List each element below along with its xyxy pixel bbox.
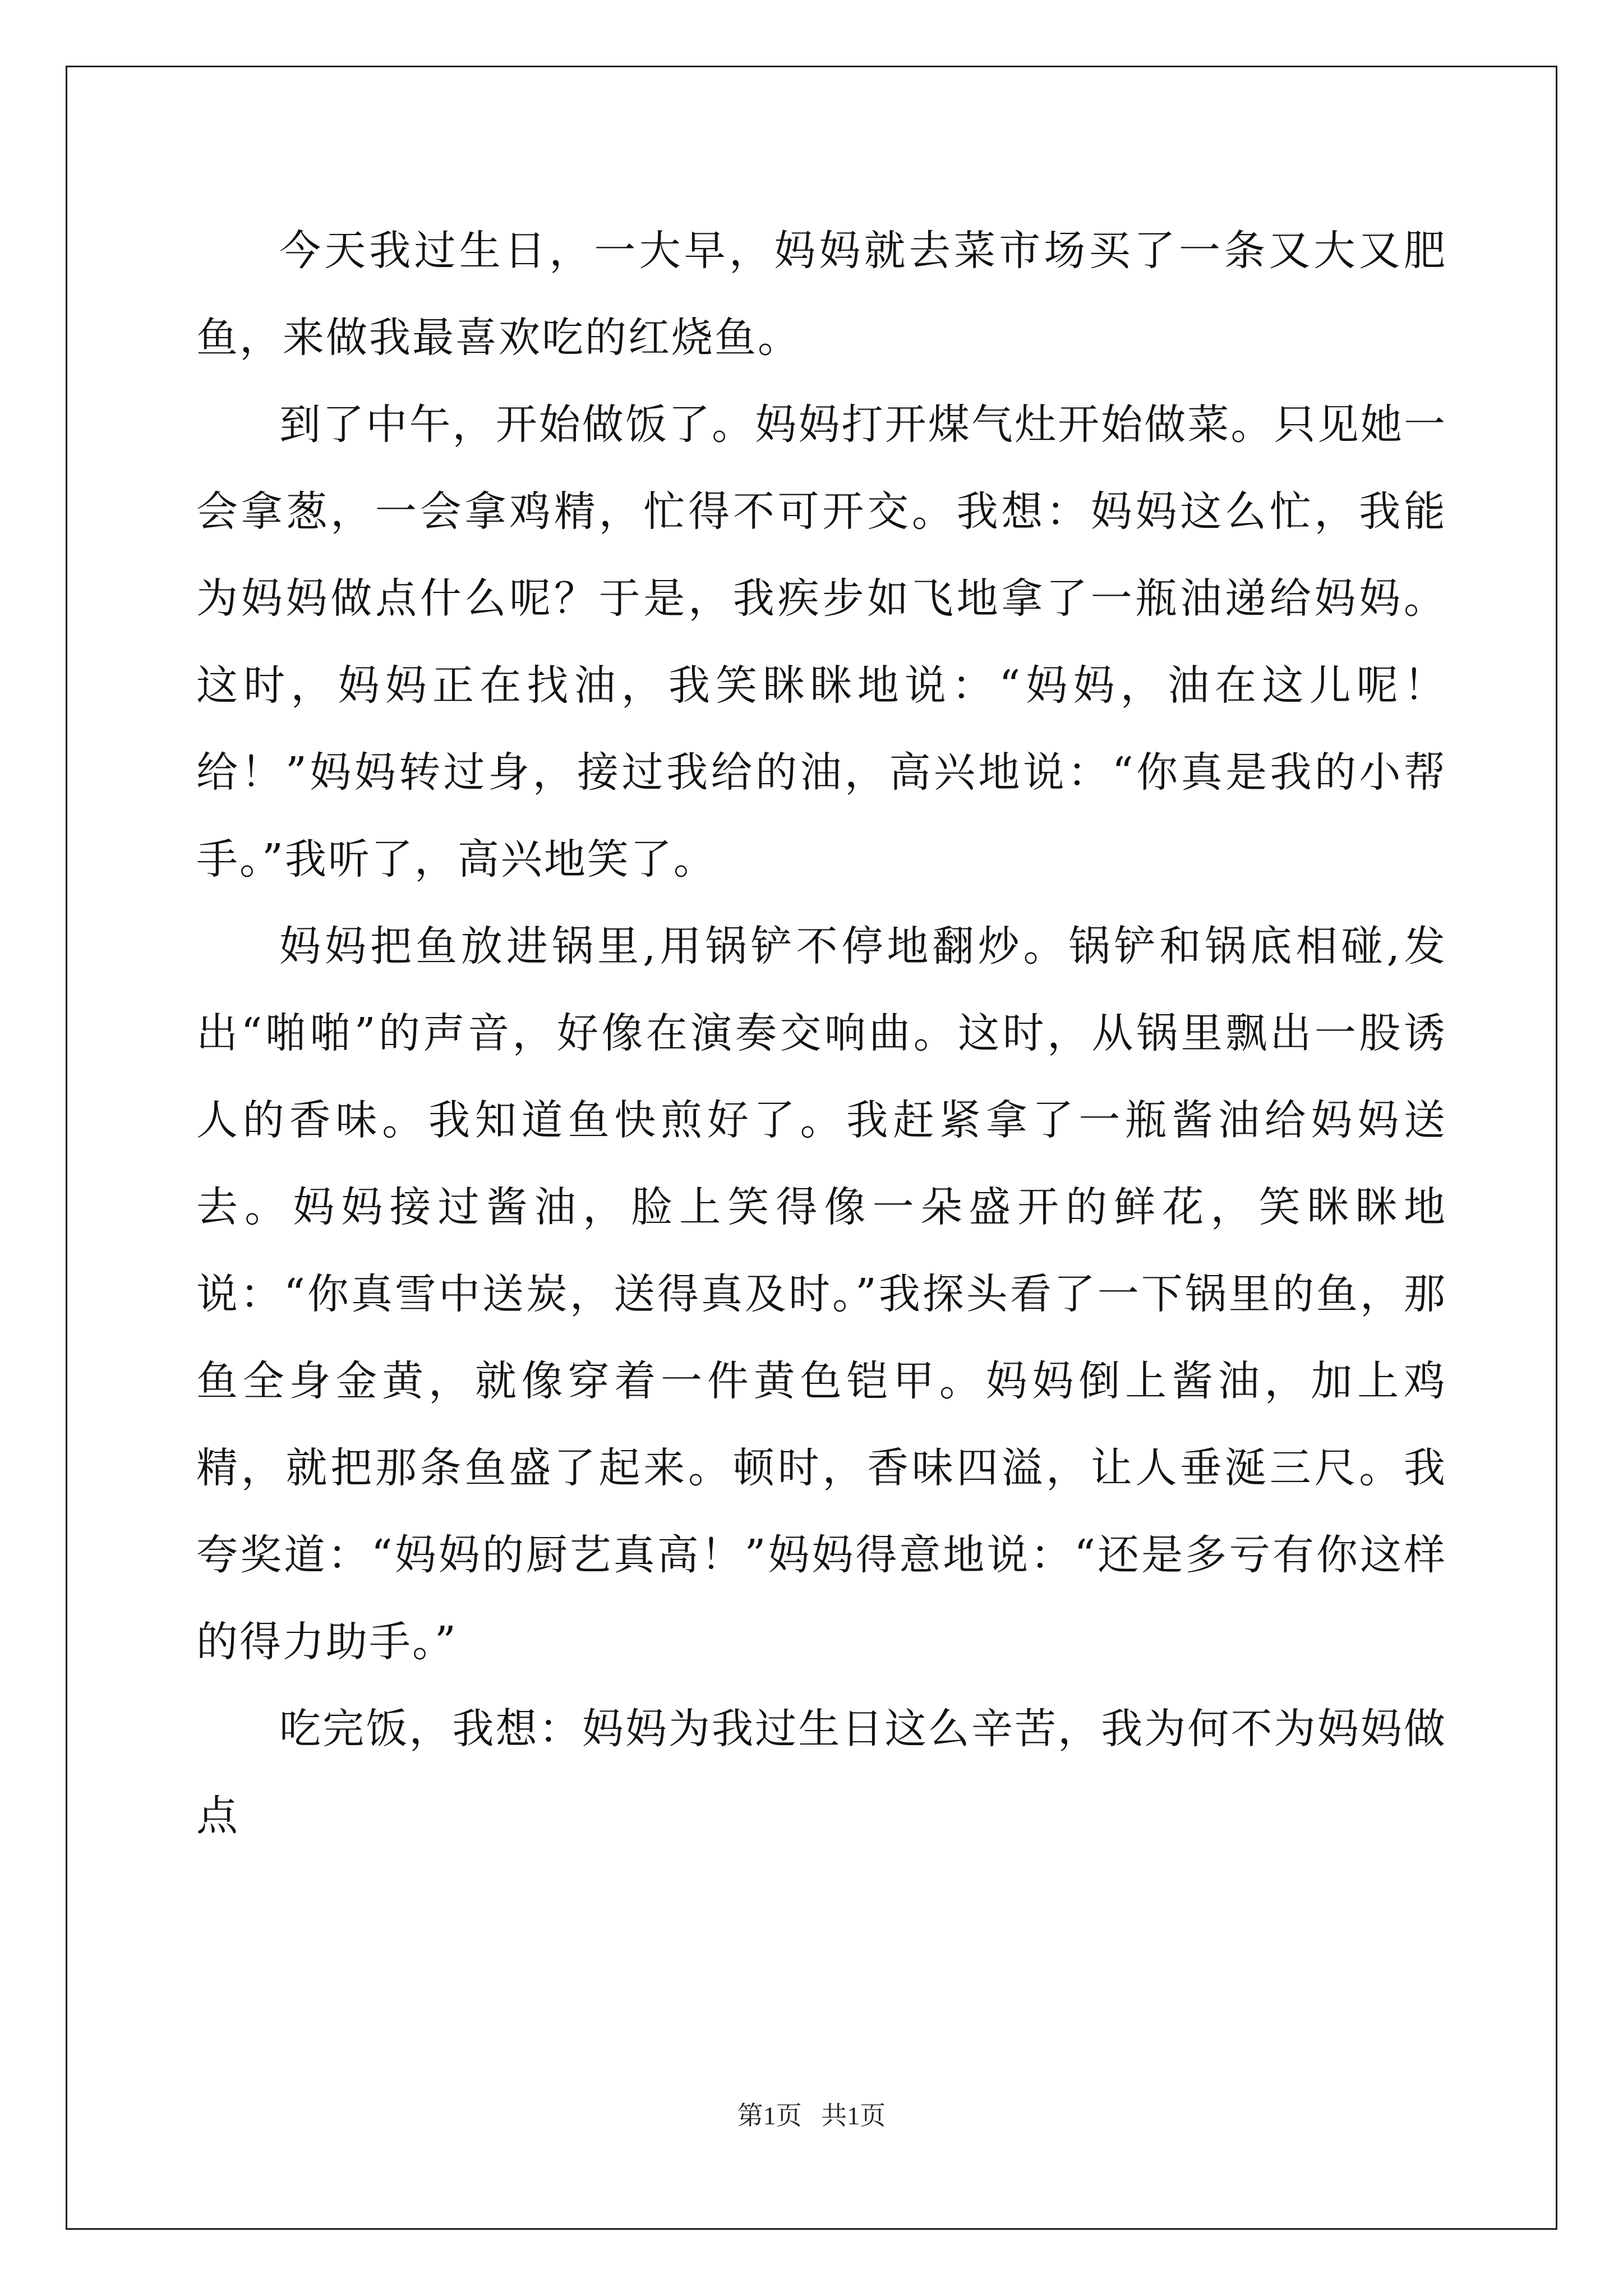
paragraph-1: 今天我过生日，一大早，妈妈就去菜市场买了一条又大又肥鱼，来做我最喜欢吃的红烧鱼。 — [196, 227, 1447, 362]
page-footer: 第1页 共1页 — [737, 2101, 886, 2130]
paragraph-4: 吃完饭，我想：妈妈为我过生日这么辛苦，我为何不为妈妈做点 — [196, 1705, 1447, 1840]
paragraph-2: 到了中午，开始做饭了。妈妈打开煤气灶开始做菜。只见她一会拿葱，一会拿鸡精，忙得不可开交。我想：妈妈这么忙，我能为妈妈做点什么呢？于是，我疾步如飞地拿了一瓶油递给妈妈。这时，妈妈正在找油，我笑眯眯地说：“妈妈，油在这儿呢！给！”妈妈转过身，接过我给的油，高兴地说：“你真是我的小帮手。”我听了，高兴地笑了。 — [196, 401, 1447, 884]
document-body — [196, 208, 1447, 1860]
paragraph-3: 妈妈把鱼放进锅里,用锅铲不停地翻炒。锅铲和锅底相碰,发出“啪啪”的声音，好像在演奏交响曲。这时，从锅里飘出一股诱人的香味。我知道鱼快煎好了。我赶紧拿了一瓶酱油给妈妈送去。妈妈接过酱油，脸上笑得像一朵盛开的鲜花，笑眯眯地说：“你真雪中送炭，送得真及时。”我探头看了一下锅里的鱼，那鱼全身金黄，就像穿着一件黄色铠甲。妈妈倒上酱油，加上鸡精，就把那条鱼盛了起来。顿时，香味四溢，让人垂涎三尺。我夸奖道：“妈妈的厨艺真高！”妈妈得意地说：“还是多亏有你这样的得力助手。” — [196, 922, 1447, 1666]
